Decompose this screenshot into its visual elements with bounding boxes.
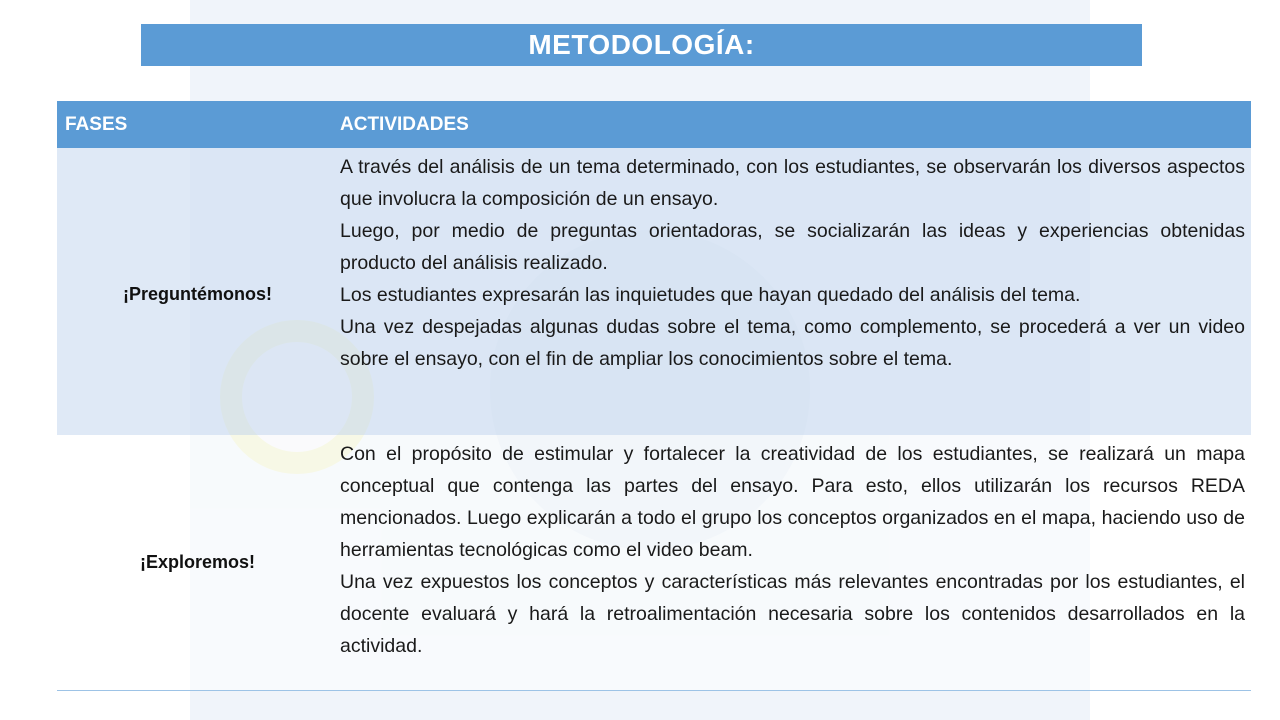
header-activities: ACTIVIDADES xyxy=(340,113,469,135)
activity-paragraph: Una vez expuestos los conceptos y características más relevantes encontradas por los estudiantes, el docente evaluará y hará la retroalimentación necesaria sobre los contenidos desarrollados en la actividad. xyxy=(340,571,1245,657)
phase-cell: ¡Preguntémonos! xyxy=(122,284,272,304)
activity-paragraph: A través del análisis de un tema determinado, con los estudiantes, se observarán los diversos aspectos que involucra la composición de un ensayo. xyxy=(340,156,1245,210)
methodology-table xyxy=(57,101,1251,691)
activity-paragraph: Luego, por medio de preguntas orientadoras, se socializarán las ideas y experiencias obtenidas producto del análisis realizado. xyxy=(340,220,1245,274)
activity-paragraph: Con el propósito de estimular y fortalecer la creatividad de los estudiantes, se realizará un mapa conceptual que contenga las partes del ensayo. Para esto, ellos utilizarán los recursos REDA mencionados. Luego explicarán a todo el grupo los conceptos organizados en el mapa, haciendo uso de herramientas tecnológicas como el video beam. xyxy=(340,443,1245,561)
phase-cell: ¡Exploremos! xyxy=(139,552,256,572)
table-header xyxy=(57,101,1251,148)
activities-cell xyxy=(322,435,1251,690)
header-phases: FASES xyxy=(65,113,128,135)
table-row xyxy=(57,148,1251,435)
page-title: METODOLOGÍA: xyxy=(528,29,755,60)
activity-paragraph: Una vez despejadas algunas dudas sobre el tema, como complemento, se procederá a ver un video sobre el ensayo, con el fin de ampliar los conocimientos sobre el tema. xyxy=(340,316,1245,370)
activities-cell xyxy=(322,148,1251,435)
table-row xyxy=(57,435,1251,691)
title-banner xyxy=(141,24,1142,66)
activity-paragraph: Los estudiantes expresarán las inquietudes que hayan quedado del análisis del tema. xyxy=(340,284,1081,306)
